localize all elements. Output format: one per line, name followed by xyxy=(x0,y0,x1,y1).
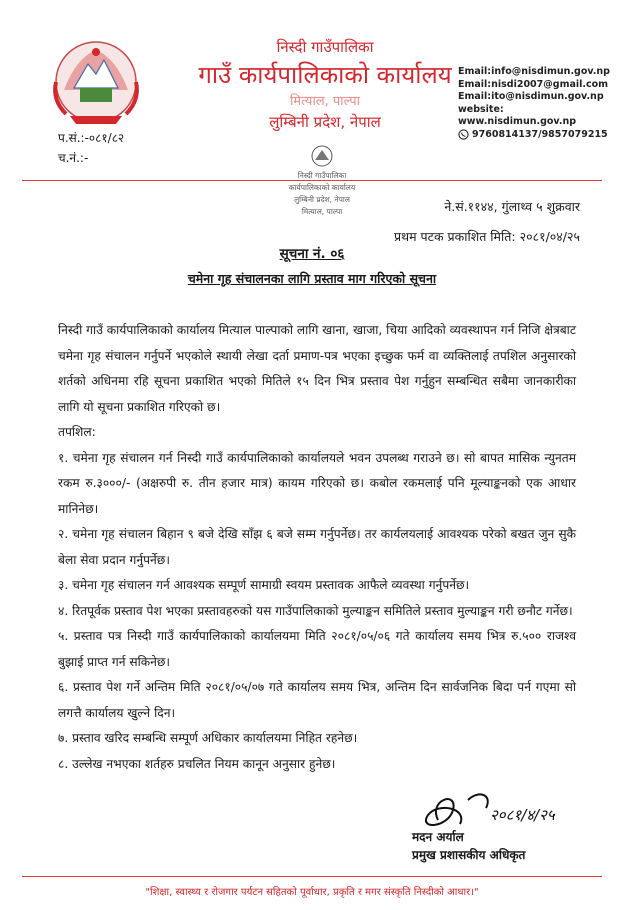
list-item: ६. प्रस्ताव पेश गर्ने अन्तिम मिति २०८१/०५/०७ गते कार्यालय समय भित्र, अन्तिम दिन सार्वजनिक बिदा पर्न गएमा सो लगत्तै कार्यालय खुल्ने दिन। xyxy=(58,680,576,720)
intro-paragraph: निस्दी गाउँ कार्यपालिकाको कार्यालय मित्याल पाल्पाको लागि खाना, खाजा, चिया आदिको व्यवस्थापन गर्न निजि क्षेत्रबाट चमेना गृह संचालन गर्नुपर्ने भएकोले स्थायी लेखा दर्ता प्रमाण-पत्र भएका इच्छुक फर्म वा व्यक्तिलाई तपशिल अनुसारको शर्तको अधिनमा रहि सूचना प्रकाशित भएको मितिले १५ दिन भित्र प्रस्ताव पेश गर्नुहुन सम्बन्धित सबैमा जानकारीका लागि यो सूचना प्रकाशित गरिएको छ। xyxy=(58,323,576,414)
office-name: निस्दी गाउँपालिका xyxy=(276,38,374,56)
office-province: लुम्बिनी प्रदेश, नेपाल xyxy=(269,113,381,131)
signatory xyxy=(412,828,525,864)
list-item: ४. रितपूर्वक प्रस्ताव पेश भएका प्रस्तावहरुको यस गाउँपालिकाको मुल्याङ्कन समितिले प्रस्ताव मुल्याङ्कन गरी छनौट गर्नेछ। xyxy=(58,603,573,618)
whatsapp-icon xyxy=(458,129,469,140)
signatory-name: मदन अर्याल xyxy=(412,830,464,844)
list-item: ५. प्रस्ताव पत्र निस्दी गाउँ कार्यपालिकाको कार्यालयमा मिति २०८१/०५/०६ गते कार्यालय समय भित्र रु.५०० राजश्व बुझाई प्राप्त गर्न सकिनेछ। xyxy=(58,629,576,669)
notice-body xyxy=(58,318,576,777)
contact-block xyxy=(458,66,610,141)
dates-block xyxy=(394,192,580,252)
list-item: १. चमेना गृह संचालन गर्न निस्दी गाउँ कार्यपालिकाको कार्यालयले भवन उपलब्ध गराउने छ। सो बापत मासिक न्युनतम रकम रु.३०००/- (अक्षरुपी रु. तीन हजार मात्र) कायम गरिएको छ। कबोल रकमलाई पनि मूल्याङ्कनको एक आधार मानिनेछ। xyxy=(58,450,576,516)
chalani-number: च.नं.:- xyxy=(58,151,89,165)
list-item: ३. चमेना गृह संचालन गर्न आवश्यक सम्पूर्ण सामाग्री स्वयम प्रस्तावक आफैले व्यवस्था गर्नुपर्नेछ। xyxy=(58,578,470,592)
tapasil-heading: तपशिल: xyxy=(58,425,96,439)
header-divider xyxy=(22,180,602,181)
stamp-line-3: लुम्बिनी प्रदेश, नेपाल xyxy=(294,195,350,204)
footer-motto: "शिक्षा, स्वास्थ्य र रोजगार पर्यटन सहितको पूर्वाधार, प्रकृति र मगर संस्कृति निस्दीको आधार।" xyxy=(145,887,479,898)
footer-divider xyxy=(22,876,602,877)
nepal-emblem-icon xyxy=(46,30,146,130)
notice-number: सूचना नं. ०६ xyxy=(279,246,345,262)
signature-date: २०८१/४/२५ xyxy=(490,806,555,824)
reference-block xyxy=(58,128,124,168)
contact-email-gmail: Email:nisdi2007@gmail.com xyxy=(458,78,609,90)
office-place: मित्याल, पाल्पा xyxy=(290,94,360,109)
nepal-samvat-date: ने.सं.११४४, गुंलाथ्व ५ शुक्रवार xyxy=(444,199,580,214)
list-item: २. चमेना गृह संचालन बिहान ९ बजे देखि साँझ ६ बजे सम्म गर्नुपर्नेछ। तर कार्यलयलाई आवश्यक परेको बखत जुन सुकै बेला सेवा प्रदान गर्नुपर्नेछ। xyxy=(58,527,576,567)
stamp-line-2: कार्यपालिकाको कार्यालय xyxy=(288,183,356,192)
stamp-line-1: निस्दी गाउँपालिका xyxy=(297,171,347,180)
contact-email-ito: Email:ito@nisdimun.gov.np xyxy=(458,91,604,102)
contact-email-info: Email:info@nisdimun.gov.np xyxy=(458,66,610,77)
office-stamp-icon xyxy=(282,142,362,222)
notice-subject: चमेना गृह संचालनका लागि प्रस्ताव माग गरिएको सूचना xyxy=(187,271,437,286)
office-title: गाउँ कार्यपालिकाको कार्यालय xyxy=(198,61,452,89)
contact-phone: 9760814137/9857079215 xyxy=(472,128,608,140)
published-date: प्रथम पटक प्रकाशित मिति: २०८१/०४/२५ xyxy=(394,229,580,244)
conditions-list xyxy=(58,446,576,778)
list-item: ७. प्रस्ताव खरिद सम्बन्धि सम्पूर्ण अधिकार कार्यालयमा निहित रहनेछ। xyxy=(58,731,358,745)
stamp-line-4: मित्याल, पाल्पा xyxy=(301,207,343,216)
contact-website-label: website: xyxy=(458,103,504,115)
patra-sankhya: प.सं.:-०८१/८२ xyxy=(58,131,125,145)
signatory-designation: प्रमुख प्रशासकीय अधिकृत xyxy=(412,848,526,862)
contact-phone-row xyxy=(458,129,610,142)
contact-website: www.nisdimun.gov.np xyxy=(458,116,577,127)
letterhead xyxy=(175,36,475,132)
list-item: ८. उल्लेख नभएका शर्तहरु प्रचलित नियम कानून अनुसार हुनेछ। xyxy=(58,756,336,771)
